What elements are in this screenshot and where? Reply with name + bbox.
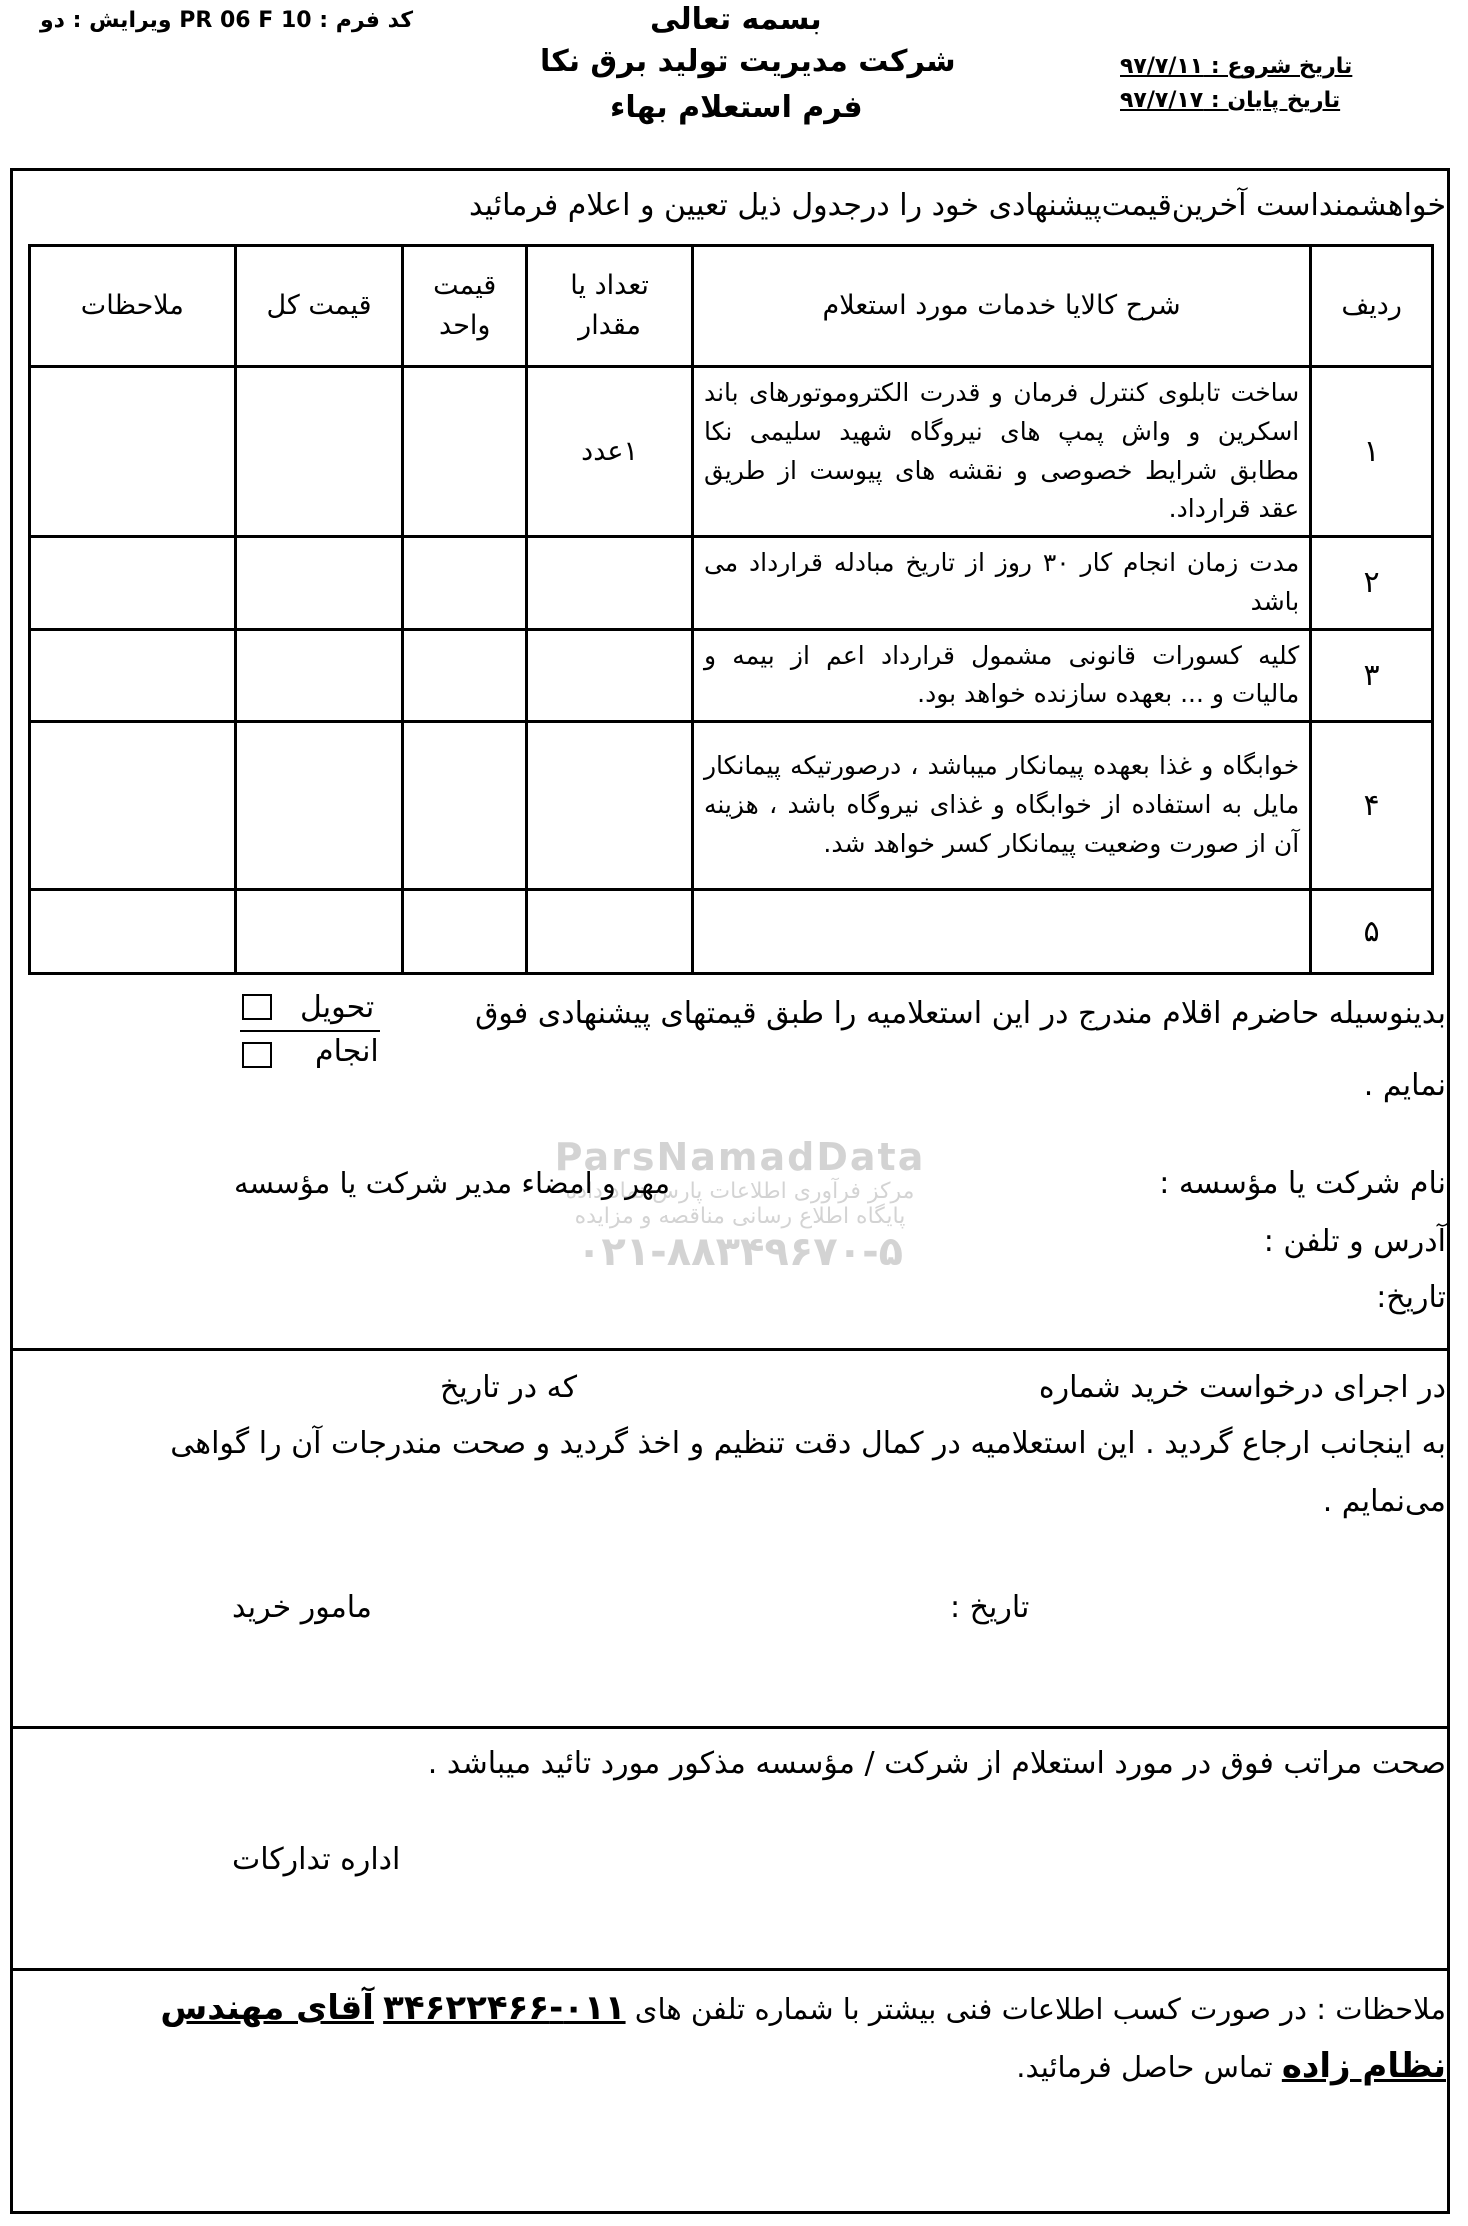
row-notes[interactable] <box>30 890 236 974</box>
offer-line2: نمایم . <box>1363 1068 1446 1103</box>
row-total-price[interactable] <box>235 890 403 974</box>
divider-approval <box>10 1726 1450 1729</box>
col-total-price: قیمت کل <box>235 246 403 367</box>
col-quantity: تعداد یا مقدار <box>527 246 693 367</box>
purchase-officer: مامور خرید <box>232 1590 372 1625</box>
row-quantity <box>527 629 693 722</box>
col-description: شرح کالایا خدمات مورد استعلام <box>692 246 1310 367</box>
divider-notes <box>10 1968 1450 1971</box>
table-row <box>30 629 1433 722</box>
option-delivery-label: تحویل <box>300 990 375 1025</box>
divider-purchase <box>10 1348 1450 1351</box>
row-number: ۳ <box>1311 629 1433 722</box>
table-header-row <box>30 246 1433 367</box>
notes-prefix: ملاحظات : در صورت کسب اطلاعات فنی بیشتر با شماره تلفن های <box>634 1992 1446 2026</box>
row-total-price[interactable] <box>235 537 403 630</box>
row-description: مدت زمان انجام کار ۳۰ روز از تاریخ مبادله قرارداد می باشد <box>692 537 1310 630</box>
approval-text: صحت مراتب فوق در مورد استعلام از شرکت / مؤسسه مذکور مورد تائید میباشد . <box>427 1746 1446 1781</box>
col-row: ردیف <box>1311 246 1433 367</box>
notes-person: آقای مهندس <box>160 1988 374 2028</box>
bismillah: بسمه تعالی <box>650 2 822 37</box>
table-row <box>30 722 1433 890</box>
purchase-line2: به اینجانب ارجاع گردید . این استعلامیه در کمال دقت تنظیم و اخذ گردید و صحت مندرجات آن را گواهی <box>170 1426 1446 1461</box>
table-row <box>30 367 1433 537</box>
start-date-label: تاریخ شروع : <box>1203 54 1353 79</box>
address-label: آدرس و تلفن : <box>1263 1224 1446 1259</box>
watermark-line2: پایگاه اطلاع رسانی مناقصه و مزایده <box>574 1204 906 1229</box>
form-code: کد فرم : PR 06 F 10 ویرایش : دو <box>40 8 414 33</box>
row-quantity <box>527 537 693 630</box>
form-title: فرم استعلام بهاء <box>610 90 863 125</box>
option-divider <box>240 1030 380 1032</box>
row-quantity: ۱عدد <box>527 367 693 537</box>
start-date <box>1120 54 1352 79</box>
row-unit-price[interactable] <box>403 722 527 890</box>
row-notes[interactable] <box>30 367 236 537</box>
col-unit-price: قیمت واحد <box>403 246 527 367</box>
col-notes: ملاحظات <box>30 246 236 367</box>
watermark-phone: ۰۲۱-۸۸۳۴۹۶۷۰-۵ <box>576 1229 904 1275</box>
row-quantity <box>527 722 693 890</box>
notes-phone: ۰۱۱-۳۴۶۲۲۴۶۶ <box>383 1988 626 2028</box>
end-date <box>1120 88 1340 113</box>
row-unit-price[interactable] <box>403 367 527 537</box>
offer-line1: بدینوسیله حاضرم اقلام مندرج در این استعلامیه را طبق قیمتهای پیشنهادی فوق <box>475 996 1446 1031</box>
row-total-price[interactable] <box>235 722 403 890</box>
notes-line2 <box>1016 2046 1446 2086</box>
row-unit-price[interactable] <box>403 537 527 630</box>
purchase-date-label: تاریخ : <box>950 1590 1030 1625</box>
perform-checkbox[interactable] <box>242 1042 272 1068</box>
row-number: ۲ <box>1311 537 1433 630</box>
offer-date-label: تاریخ: <box>1376 1280 1446 1315</box>
end-date-label: تاریخ پایان : <box>1203 88 1341 113</box>
company-name: شرکت مدیریت تولید برق نکا <box>540 44 956 79</box>
row-description: کلیه کسورات قانونی مشمول قرارداد اعم از بیمه و مالیات و ... بعهده سازنده خواهد بود. <box>692 629 1310 722</box>
intro-text: خواهشمنداست آخرین‌قیمت‌پیشنهادی خود را درجدول ذیل تعیین و اعلام فرمائید <box>469 188 1446 223</box>
notes-suffix: تماس حاصل فرمائید. <box>1016 2050 1273 2084</box>
purchase-line1a: در اجرای درخواست خرید شماره <box>1038 1370 1446 1405</box>
start-date-value: ۹۷/۷/۱۱ <box>1120 54 1204 79</box>
row-total-price[interactable] <box>235 629 403 722</box>
purchase-line3: می‌نمایم . <box>1322 1484 1446 1519</box>
row-number: ۱ <box>1311 367 1433 537</box>
row-notes[interactable] <box>30 722 236 890</box>
delivery-checkbox[interactable] <box>242 994 272 1020</box>
purchase-line1b: که در تاریخ <box>440 1370 577 1405</box>
row-notes[interactable] <box>30 629 236 722</box>
watermark-line1: مرکز فرآوری اطلاعات پارس نماد داده <box>565 1179 915 1204</box>
notes-line1 <box>160 1988 1446 2028</box>
notes-surname: نظام زاده <box>1281 2046 1446 2086</box>
watermark-name: ParsNamadData <box>554 1135 926 1179</box>
row-unit-price[interactable] <box>403 629 527 722</box>
row-number: ۵ <box>1311 890 1433 974</box>
end-date-value: ۹۷/۷/۱۷ <box>1120 88 1204 113</box>
row-description: ساخت تابلوی کنترل فرمان و قدرت الکتروموتورهای باند اسکرین و واش پمپ های نیروگاه شهید سلیمی نکا مطابق شرایط خصوصی و نقشه های پیوست از طریق عقد قرارداد. <box>692 367 1310 537</box>
table-row <box>30 537 1433 630</box>
row-total-price[interactable] <box>235 367 403 537</box>
option-perform-label: انجام <box>315 1034 379 1069</box>
approval-office: اداره تدارکات <box>232 1842 401 1877</box>
company-label: نام شرکت یا مؤسسه : <box>1159 1166 1446 1201</box>
items-table <box>28 244 1434 975</box>
row-description: خوابگاه و غذا بعهده پیمانکار میباشد ، درصورتیکه پیمانکار مایل به استفاده از خوابگاه و غذای نیروگاه باشد ، هزینه آن از صورت وضعیت پیمانکار کسر خواهد شد. <box>692 722 1310 890</box>
stamp-label: مهر و امضاء مدیر شرکت یا مؤسسه <box>234 1166 670 1200</box>
row-unit-price[interactable] <box>403 890 527 974</box>
row-number: ۴ <box>1311 722 1433 890</box>
row-notes[interactable] <box>30 537 236 630</box>
